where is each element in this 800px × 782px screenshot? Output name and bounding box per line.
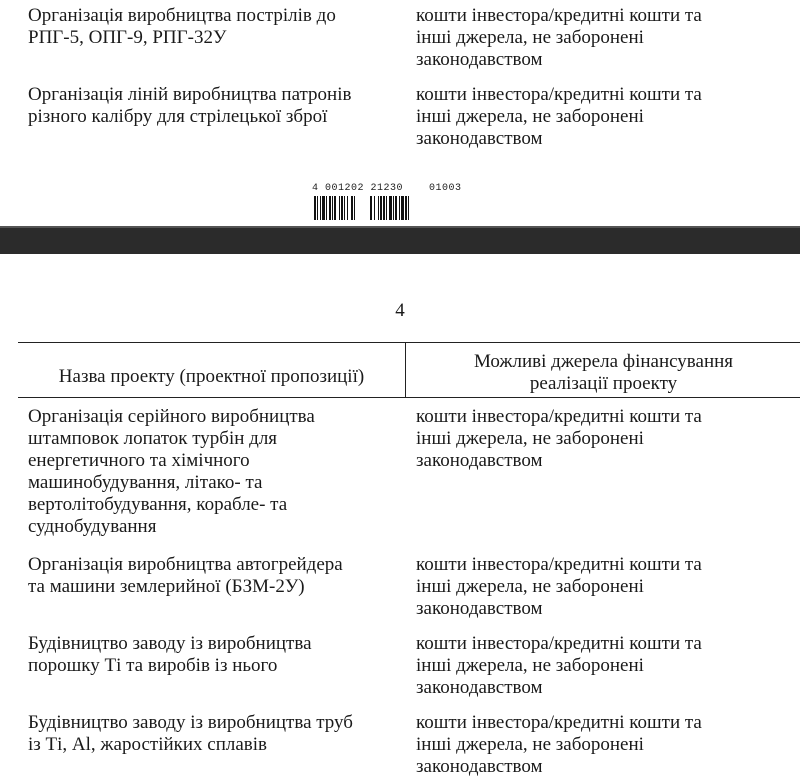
funding-source-cell: кошти інвестора/кредитні кошти та інші джерела, не заборонені законодавством: [416, 633, 702, 698]
barcode-bar: [378, 196, 379, 220]
barcode-bar: [389, 196, 392, 220]
page-number: 4: [395, 300, 405, 321]
barcode-bar: [314, 196, 316, 220]
barcode-bar: [332, 196, 333, 220]
table-top-rule: [18, 342, 800, 343]
project-name-cell: Організація виробництва пострілів до РПГ-5, ОПГ-9, РПГ-32У: [28, 5, 336, 48]
project-name-cell: Будівництво заводу із виробництва труб із Ті, Al, жаростійких сплавів: [28, 712, 353, 755]
barcode-bar: [317, 196, 318, 220]
barcode-bar: [326, 196, 327, 220]
barcode-bar: [374, 196, 375, 220]
barcode-bar: [395, 196, 397, 220]
funding-source-cell: кошти інвестора/кредитні кошти та інші джерела, не заборонені законодавством: [416, 5, 702, 70]
barcode-bar: [339, 196, 340, 220]
barcode-bars: [312, 196, 472, 220]
barcode-bar: [408, 196, 409, 220]
barcode-bar: [329, 196, 331, 220]
table-header-rule: [18, 397, 800, 398]
funding-source-cell: кошти інвестора/кредитні кошти та інші джерела, не заборонені законодавством: [416, 712, 702, 777]
funding-source-cell: кошти інвестора/кредитні кошти та інші джерела, не заборонені законодавством: [416, 84, 702, 149]
project-name-cell: Організація ліній виробництва патронів різного калібру для стрілецької зброї: [28, 84, 352, 127]
column-header-project: Назва проекту (проектної пропозиції): [58, 366, 365, 387]
barcode-bar: [344, 196, 345, 220]
project-name-cell: Будівництво заводу із виробництва порошку Ті та виробів із нього: [28, 633, 312, 676]
barcode-bar: [320, 196, 321, 220]
barcode-bar: [354, 196, 355, 220]
funding-source-cell: кошти інвестора/кредитні кошти та інші джерела, не заборонені законодавством: [416, 406, 702, 471]
document-barcode: [312, 183, 484, 220]
barcode-bar: [347, 196, 348, 220]
barcode-bar: [393, 196, 394, 220]
barcode-bar: [351, 196, 353, 220]
funding-source-cell: кошти інвестора/кредитні кошти та інші джерела, не заборонені законодавством: [416, 554, 702, 619]
barcode-bar: [380, 196, 382, 220]
barcode-bar: [399, 196, 400, 220]
barcode-bar: [334, 196, 336, 220]
barcode-digits: 4 001202 21230 01003: [312, 183, 462, 194]
barcode-bar: [341, 196, 343, 220]
column-header-funding: Можливі джерела фінансування реалізації проекту: [473, 351, 734, 394]
document-page-bottom: [0, 254, 800, 782]
table-header-divider: [405, 342, 406, 397]
barcode-bar: [401, 196, 404, 220]
barcode-bar: [386, 196, 387, 220]
page-separator: [0, 226, 800, 256]
barcode-bar: [405, 196, 407, 220]
barcode-bar: [383, 196, 385, 220]
barcode-bar: [322, 196, 325, 220]
project-name-cell: Організація серійного виробництва штамповок лопаток турбін для енергетичного та хімічного машинобудування, літако- та вертолітобудування, корабле- та суднобудування: [28, 406, 315, 537]
barcode-bar: [370, 196, 372, 220]
project-name-cell: Організація виробництва автогрейдера та машини землерийної (БЗМ-2У): [28, 554, 343, 597]
document-page-top: [0, 0, 800, 226]
